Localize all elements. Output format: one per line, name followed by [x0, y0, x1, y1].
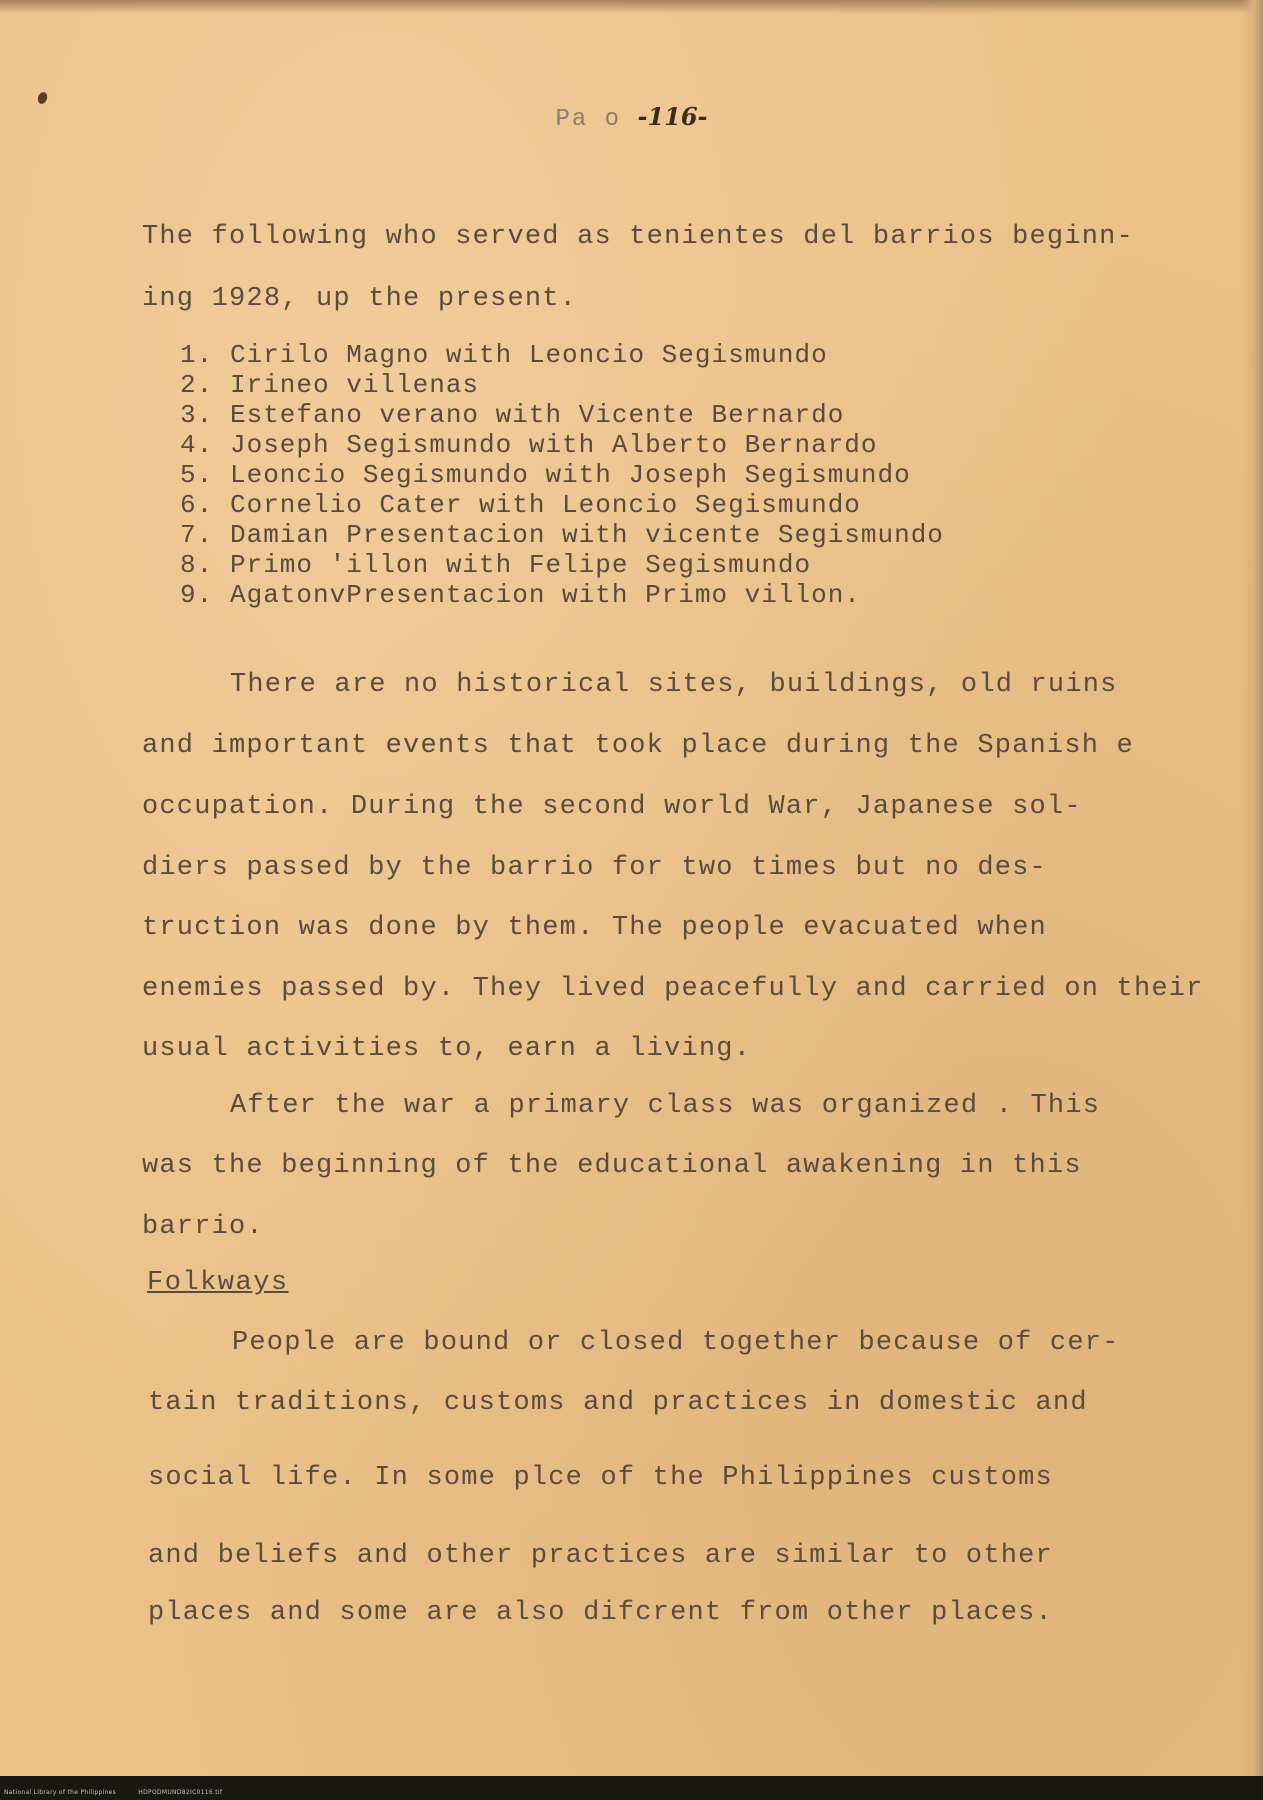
- paper-top-shadow: [0, 0, 1263, 14]
- list-item: 4. Joseph Segismundo with Alberto Bernardo: [180, 430, 878, 460]
- history-line: and important events that took place during the Spanish e: [142, 731, 1134, 761]
- history-line: There are no historical sites, buildings, old ruins: [230, 670, 1118, 700]
- library-credit: National Library of the Philippines: [4, 1789, 117, 1796]
- list-item: 9. AgatonvPresentacion with Primo villon.: [180, 580, 861, 610]
- folkways-line: tain traditions, customs and practices in domestic and: [148, 1388, 1088, 1418]
- intro-line: ing 1928, up the present.: [142, 284, 578, 314]
- history-line: truction was done by them. The people evacuated when: [142, 913, 1047, 943]
- folkways-line: social life. In some plce of the Philippines customs: [148, 1463, 1053, 1493]
- scan-footer: [4, 1789, 222, 1796]
- history-line: diers passed by the barrio for two times but no des-: [142, 853, 1047, 883]
- history-line: occupation. During the second world War, Japanese sol-: [142, 792, 1082, 822]
- list-item: 3. Estefano verano with Vicente Bernardo: [180, 400, 845, 430]
- list-item: 1. Cirilo Magno with Leoncio Segismundo: [180, 340, 828, 370]
- list-item: 5. Leoncio Segismundo with Joseph Segismundo: [180, 460, 911, 490]
- history-line: usual activities to, earn a living.: [142, 1034, 752, 1064]
- scan-bottom-bar: [0, 1776, 1263, 1800]
- war-line: barrio.: [142, 1212, 264, 1242]
- war-line: was the beginning of the educational awakening in this: [142, 1151, 1082, 1181]
- page-number: [0, 102, 1263, 133]
- file-name: HDPODMUND82IC0116.tif: [138, 1789, 223, 1796]
- list-item: 2. Irineo villenas: [180, 370, 480, 400]
- folkways-line: and beliefs and other practices are similar to other: [148, 1541, 1053, 1571]
- folkways-line: places and some are also difcrent from other places.: [148, 1598, 1053, 1628]
- page-number-handwritten: -116-: [637, 102, 708, 131]
- folkways-line: People are bound or closed together because of cer-: [232, 1328, 1120, 1358]
- war-line: After the war a primary class was organized . This: [230, 1091, 1101, 1121]
- paper-right-edge: [1241, 0, 1263, 1800]
- page-label: Pa o: [555, 106, 622, 133]
- list-item: 7. Damian Presentacion with vicente Segismundo: [180, 520, 944, 550]
- intro-line: The following who served as tenientes del barrios beginn-: [142, 222, 1134, 252]
- list-item: 8. Primo 'illon with Felipe Segismundo: [180, 550, 812, 580]
- folkways-heading: Folkways: [147, 1268, 289, 1298]
- tenientes-list: [180, 340, 944, 610]
- list-item: 6. Cornelio Cater with Leoncio Segismundo: [180, 490, 861, 520]
- history-line: enemies passed by. They lived peacefully and carried on their: [142, 974, 1204, 1004]
